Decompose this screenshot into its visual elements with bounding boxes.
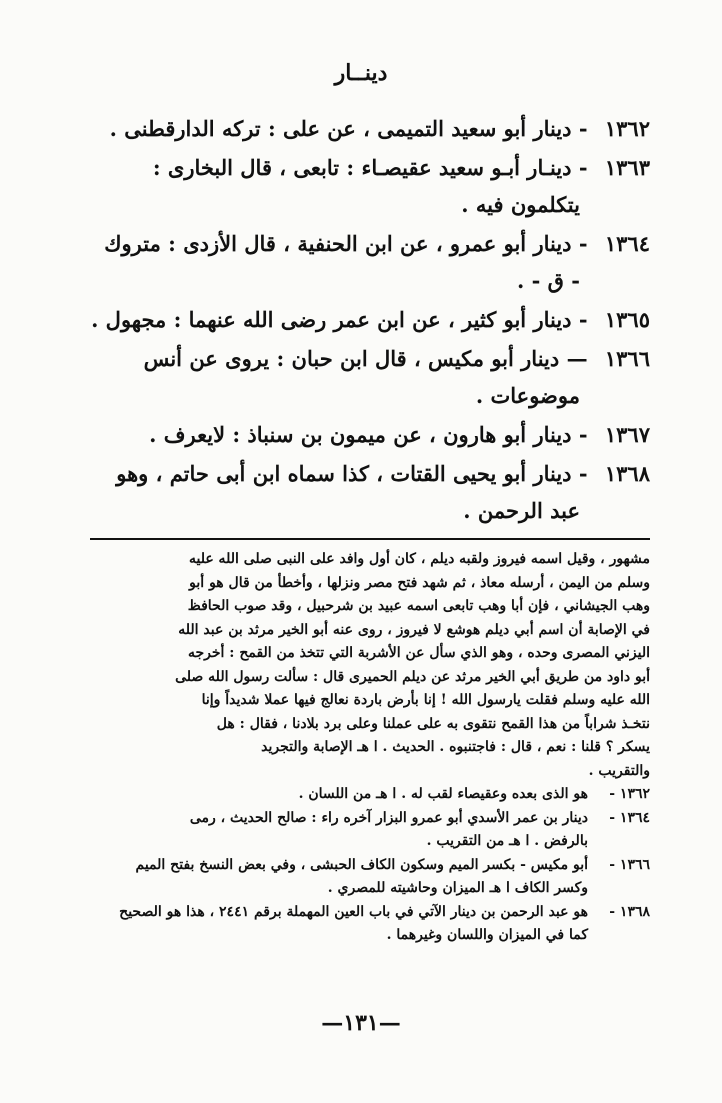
entry-text: دينار أبو كثير ، عن ابن عمر رضى الله عنهما : مجهول . <box>91 307 572 332</box>
entry-number: ١٣٦٣ <box>604 155 650 180</box>
footnote <box>70 854 650 901</box>
entries-list <box>80 110 650 531</box>
entry-text: دينار أبو هارون ، عن ميمون بن سنباذ : لايعرف . <box>149 422 572 447</box>
footnote <box>70 901 650 948</box>
note-line: والتقريب . <box>588 762 650 779</box>
footnote-number: ١٣٦٢ <box>619 786 650 802</box>
footnote-number: ١٣٦٦ <box>619 856 650 873</box>
entry-number: ١٣٦٨ <box>604 461 650 486</box>
footnote-line: هو الذى بعده وعقيصاء لقب له . ا هـ من اللسان . <box>298 786 588 802</box>
entry-dash: — <box>566 346 588 371</box>
page-number: —١٣١— <box>321 1010 401 1036</box>
entry-text: دينـار أبـو سعيد عقيصـاء : تابعى ، قال البخارى : <box>152 155 572 180</box>
entry-dash: - <box>578 422 588 447</box>
entry-text: دينار أبو سعيد التميمى ، عن على : تركه الدارقطنى . <box>109 116 572 141</box>
entry <box>80 340 650 414</box>
footnote-dash: - <box>609 856 616 873</box>
entry-dash: - <box>578 231 588 256</box>
entry <box>80 149 650 223</box>
footnote-divider <box>90 538 650 540</box>
footnote-dash: - <box>609 903 616 920</box>
footnote-dash: - <box>609 809 616 826</box>
entry <box>80 225 650 299</box>
entry-text: دينار أبو يحيى القتات ، كذا سماه ابن أبى حاتم ، وهو <box>116 461 572 486</box>
entry-continuation: - ق - . <box>517 268 580 293</box>
footnote-line: دينار بن عمر الأسدي أبو عمرو البزار آخره راء : صالح الحديث ، رمى <box>189 809 588 826</box>
footnotes-section <box>70 548 650 948</box>
note-line: اليزني المصرى وحده ، وهو الذي سأل عن الأشربة التي تتخذ من القمح : أخرجه <box>187 645 650 661</box>
note-line: في الإصابة أن اسم أبي ديلم هوشع لا فيروز ، روى عنه أبو الخير مرثد بن عبد الله <box>178 621 650 638</box>
entry-continuation: عبد الرحمن . <box>463 498 580 523</box>
footnote-line: وكسر الكاف ا هـ الميزان وحاشيته للمصري . <box>327 880 588 896</box>
footnote-line: أبو مكيس - بكسر الميم وسكون الكاف الحبشى ، وفي بعض النسخ بفتح الميم <box>135 856 588 873</box>
footnote-line: هو عبد الرحمن بن دينار الآتي في باب العين المهملة برقم ٢٤٤١ ، هذا هو الصحيح <box>119 903 588 920</box>
footnote-number: ١٣٦٨ <box>619 903 650 920</box>
note-line: مشهور ، وقيل اسمه فيروز ولقبه ديلم ، كان أول وافد على النبى صلى الله عليه <box>188 551 650 567</box>
entry-number: ١٣٦٧ <box>604 422 650 447</box>
footnote-dash: - <box>609 786 616 802</box>
entry-number: ١٣٦٤ <box>604 231 650 256</box>
entry-dash: - <box>578 307 588 332</box>
entry-continuation: يتكلمون فيه . <box>461 192 580 217</box>
note-line: الله عليه وسلم فقلت يارسول الله ! إنا بأرض باردة نعالج فيها عملا شديداً وإنا <box>201 692 650 708</box>
entry-text: دينار أبو عمرو ، عن ابن الحنفية ، قال الأزدى : متروك <box>104 231 572 256</box>
entry <box>80 301 650 338</box>
entry-number: ١٣٦٦ <box>604 346 650 371</box>
entry-continuation: موضوعات . <box>475 383 580 408</box>
entry-number: ١٣٦٥ <box>604 307 650 332</box>
entry <box>80 455 650 529</box>
note-line: أبو داود من طريق أبي الخير مرثد عن ديلم الحميرى قال : سألت رسول الله صلى <box>175 668 650 685</box>
entry-number: ١٣٦٢ <box>604 116 650 141</box>
entry <box>80 416 650 453</box>
footnote <box>70 807 650 854</box>
note-line: وسلم من اليمن ، أرسله معاذ ، ثم شهد فتح مصر ونزلها ، وأخطأ من قال هو أبو <box>189 574 650 591</box>
footnote-line: بالرفض . ا هـ من التقريب . <box>426 833 588 849</box>
note-line: وهب الجيشاني ، فإن أبا وهب تابعى اسمه عبيد بن شرحبيل ، وقد صوب الحافظ <box>187 598 650 614</box>
note-line: نتخـذ شراباً من هذا القمح نتقوى به على عملنا وعلى برد بلادنا ، فقال : هل <box>216 715 650 732</box>
page-header: دينــار <box>334 60 388 86</box>
footnote <box>70 783 650 807</box>
entry-text: دينار أبو مكيس ، قال ابن حبان : يروى عن أنس <box>143 346 560 371</box>
entry <box>80 110 650 147</box>
entry-dash: - <box>578 155 588 180</box>
note-line: يسكر ؟ قلنا : نعم ، قال : فاجتنبوه . الحديث . ا هـ الإصابة والتجريد <box>261 739 650 755</box>
entry-dash: - <box>578 116 588 141</box>
footnote-line: كما في الميزان واللسان وغيرهما . <box>386 927 588 943</box>
entry-dash: - <box>578 461 588 486</box>
footnote-number: ١٣٦٤ <box>619 809 650 826</box>
